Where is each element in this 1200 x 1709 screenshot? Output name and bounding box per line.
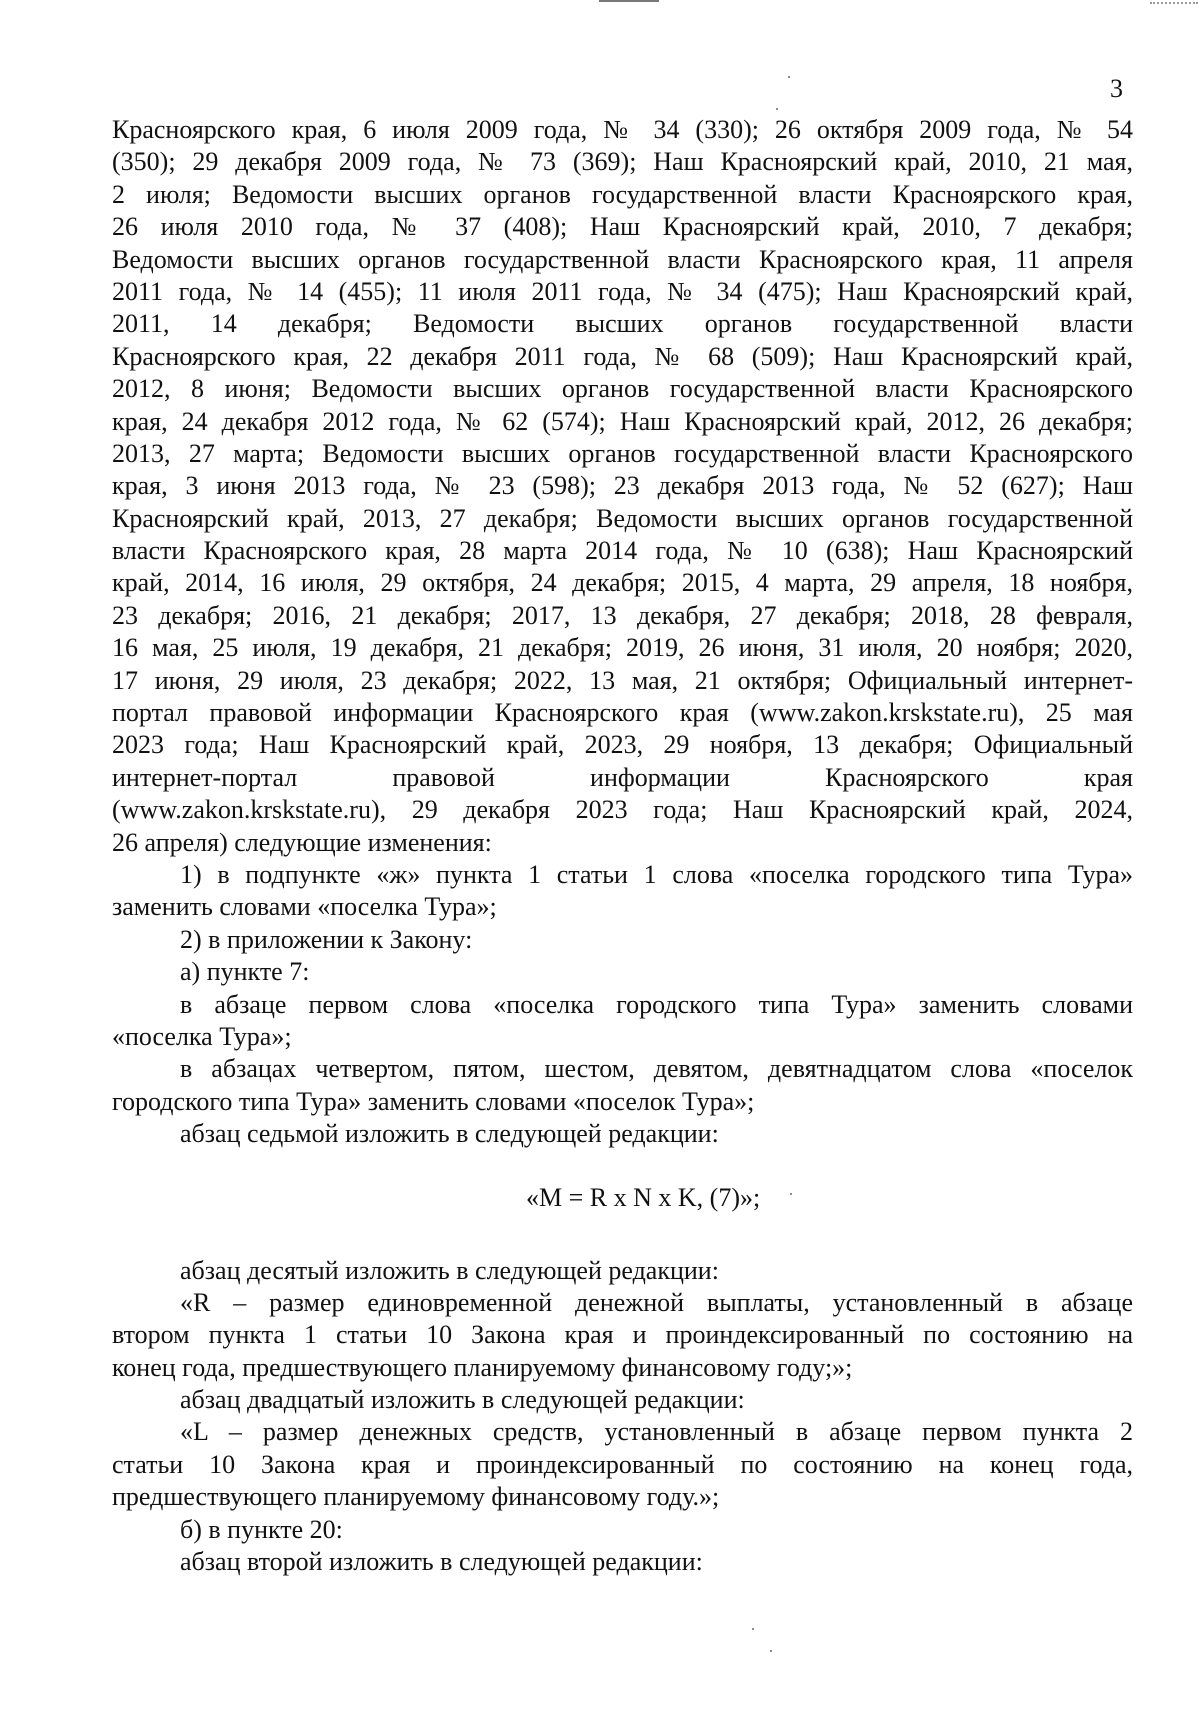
scan-speck: [770, 1650, 772, 1652]
text-line: 1) в подпункте «ж» пункта 1 статьи 1 слова «поселка городского типа Тура»: [180, 859, 1133, 889]
text-line: 2011 года, № 14 (455); 11 июля 2011 года, № 34 (475); Наш Красноярский край,: [112, 276, 1133, 306]
text-line: Ведомости высших органов государственной власти Красноярского края, 11 апреля: [112, 244, 1133, 274]
text-line: абзац двадцатый изложить в следующей редакции:: [180, 1385, 745, 1415]
text-line: 23 декабря; 2016, 21 декабря; 2017, 13 декабря, 27 декабря; 2018, 28 февраля,: [112, 600, 1133, 630]
text-line: «L – размер денежных средств, установленный в абзаце первом пункта 2: [180, 1417, 1133, 1447]
page-number: 3: [1110, 74, 1123, 103]
scan-speck: [788, 76, 790, 78]
text-line: край, 2014, 16 июля, 29 октября, 24 декабря; 2015, 4 марта, 29 апреля, 18 ноября,: [112, 568, 1133, 598]
text-line: а) пункте 7:: [180, 957, 310, 987]
scan-speck: [752, 1628, 754, 1630]
text-line: 16 мая, 25 июля, 19 декабря, 21 декабря; 2019, 26 июня, 31 июля, 20 ноября; 2020,: [112, 633, 1133, 663]
text-line: конец года, предшествующего планируемому финансовому году;»;: [112, 1352, 853, 1382]
text-line: власти Красноярского края, 28 марта 2014 года, № 10 (638); Наш Красноярский: [112, 536, 1133, 566]
text-line: 2 июля; Ведомости высших органов государственной власти Красноярского края,: [112, 179, 1133, 209]
text-line: 26 июля 2010 года, № 37 (408); Наш Красноярский край, 2010, 7 декабря;: [112, 212, 1133, 242]
text-line: (350); 29 декабря 2009 года, № 73 (369); Наш Красноярский край, 2010, 21 мая,: [112, 147, 1133, 177]
text-line: городского типа Тура» заменить словами «поселок Тура»;: [112, 1086, 755, 1116]
text-line: 2023 года; Наш Красноярский край, 2023, 29 ноября, 13 декабря; Официальный: [112, 730, 1133, 760]
text-line: б) в пункте 20:: [180, 1514, 343, 1544]
text-line: (www.zakon.krskstate.ru), 29 декабря 2023 года; Наш Красноярский край, 2024,: [112, 795, 1133, 825]
top-edge-rule: [599, 0, 659, 2]
text-line: в абзацах четвертом, пятом, шестом, девятом, девятнадцатом слова «поселок: [180, 1054, 1133, 1084]
text-line: Красноярский край, 2013, 27 декабря; Ведомости высших органов государственной: [112, 503, 1133, 533]
text-line: абзац десятый изложить в следующей редакции:: [180, 1255, 719, 1285]
text-line: статьи 10 Закона края и проиндексированный по состоянию на конец года,: [112, 1449, 1133, 1479]
text-line: 17 июня, 29 июля, 23 декабря; 2022, 13 мая, 21 октября; Официальный интернет-: [112, 665, 1133, 695]
text-line: абзац седьмой изложить в следующей редакции:: [180, 1119, 719, 1149]
text-line: предшествующего планируемому финансовому году.»;: [112, 1482, 720, 1512]
text-line: «R – размер единовременной денежной выплаты, установленный в абзаце: [180, 1287, 1133, 1317]
text-line: втором пункта 1 статьи 10 Закона края и проиндексированный по состоянию на: [112, 1320, 1133, 1350]
text-line: 26 апреля) следующие изменения:: [112, 827, 492, 857]
text-line: в абзаце первом слова «поселка городского типа Тура» заменить словами: [180, 989, 1133, 1019]
text-line: 2) в приложении к Закону:: [180, 924, 473, 954]
text-line: края, 24 декабря 2012 года, № 62 (574); Наш Красноярский край, 2012, 26 декабря;: [112, 406, 1133, 436]
scan-speck: [776, 108, 778, 110]
text-line: Красноярского края, 22 декабря 2011 года, № 68 (509); Наш Красноярский край,: [112, 341, 1133, 371]
text-line: заменить словами «поселка Тура»;: [112, 892, 497, 922]
text-line: Красноярского края, 6 июля 2009 года, № 34 (330); 26 октября 2009 года, № 54: [112, 115, 1133, 144]
text-line: абзац второй изложить в следующей редакции:: [180, 1547, 703, 1577]
text-line: края, 3 июня 2013 года, № 23 (598); 23 декабря 2013 года, № 52 (627); Наш: [112, 471, 1133, 501]
text-line: 2011, 14 декабря; Ведомости высших органов государственной власти: [112, 309, 1133, 339]
text-line: интернет-портал правовой информации Красноярского края: [112, 762, 1133, 792]
corner-scan-marks: [1150, 2, 1198, 4]
document-body: [112, 114, 1133, 1578]
text-line: портал правовой информации Красноярского края (www.zakon.krskstate.ru), 25 мая: [112, 698, 1133, 728]
formula-line: «M = R x N x K, (7)»;: [526, 1182, 761, 1212]
text-line: «поселка Тура»;: [112, 1021, 292, 1051]
text-line: 2013, 27 марта; Ведомости высших органов государственной власти Красноярского: [112, 438, 1133, 468]
text-line: 2012, 8 июня; Ведомости высших органов государственной власти Красноярского: [112, 374, 1133, 404]
